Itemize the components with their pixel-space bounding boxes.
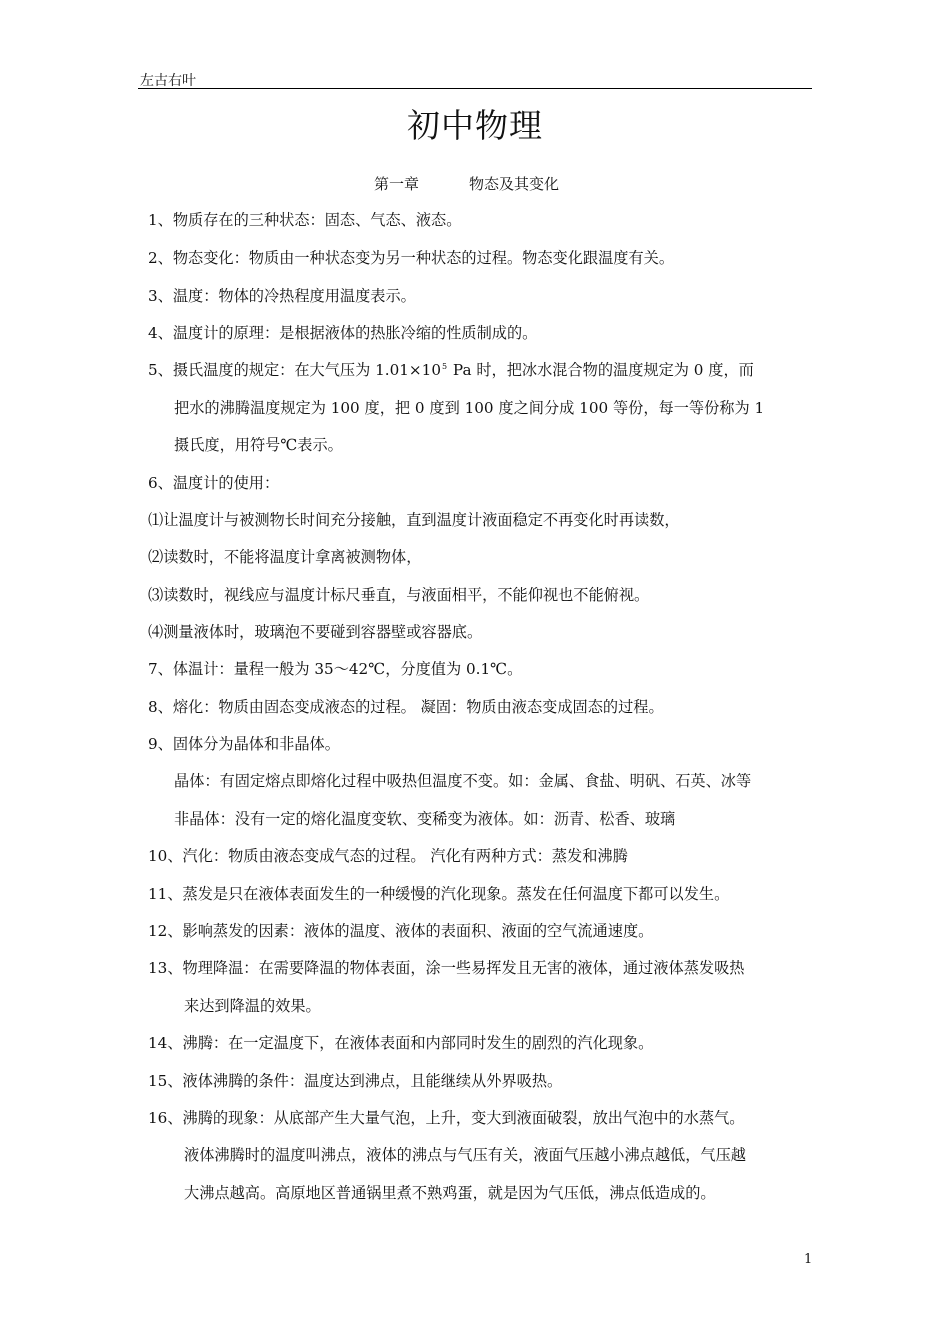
list-item-continuation: 来达到降温的效果。 <box>184 997 321 1015</box>
list-item: 4、温度计的原理：是根据液体的热胀冷缩的性质制成的。 <box>148 324 538 342</box>
chapter-name: 物态及其变化 <box>469 175 560 193</box>
list-item: 15、液体沸腾的条件：温度达到沸点，且能继续从外界吸热。 <box>148 1072 563 1090</box>
running-header: 左古右叶 <box>140 73 196 89</box>
list-item: 2、物态变化：物质由一种状态变为另一种状态的过程。物态变化跟温度有关。 <box>148 249 675 267</box>
page-number: 1 <box>804 1252 813 1267</box>
list-item-continuation: 摄氏度，用符号℃表示。 <box>174 436 343 454</box>
list-item: 10、汽化：物质由液态变成气态的过程。 汽化有两种方式：蒸发和沸腾 <box>148 847 628 865</box>
list-item: 1、物质存在的三种状态：固态、气态、液态。 <box>148 211 462 229</box>
list-item: 3、温度：物体的冷热程度用温度表示。 <box>148 287 416 305</box>
header-rule <box>138 88 812 89</box>
page-title: 初中物理 <box>407 106 543 145</box>
list-item: 7、体温计：量程一般为 35～42℃，分度值为 0.1℃。 <box>148 660 523 678</box>
list-item-text: 5、摄氏温度的规定：在大气压为 1.01×10 <box>148 361 441 379</box>
list-item: 11、蒸发是只在液体表面发生的一种缓慢的汽化现象。蒸发在任何温度下都可以发生。 <box>148 885 730 903</box>
list-item: 16、沸腾的现象：从底部产生大量气泡，上升，变大到液面破裂，放出气泡中的水蒸气。 <box>148 1109 745 1127</box>
list-item-continuation: 晶体：有固定熔点即熔化过程中吸热但温度不变。如：金属、食盐、明矾、石英、冰等 <box>174 772 752 790</box>
sub-list-item: ⑴让温度计与被测物长时间充分接触，直到温度计液面稳定不再变化时再读数， <box>148 511 680 529</box>
chapter-heading <box>374 174 559 194</box>
list-item: 9、固体分为晶体和非晶体。 <box>148 735 340 753</box>
list-item-continuation: 非晶体：没有一定的熔化温度变软、变稀变为液体。如：沥青、松香、玻璃 <box>174 810 676 828</box>
list-item-text: Pa 时，把冰水混合物的温度规定为 0 度，而 <box>448 361 754 379</box>
sub-list-item: ⑶读数时，视线应与温度计标尺垂直，与液面相平，不能仰视也不能俯视。 <box>148 586 650 604</box>
exponent: 5 <box>441 362 448 371</box>
list-item-continuation: 大沸点越高。高原地区普通锅里煮不熟鸡蛋，就是因为气压低，沸点低造成的。 <box>184 1184 716 1202</box>
list-item-continuation: 把水的沸腾温度规定为 100 度，把 0 度到 100 度之间分成 100 等份，每一等份称为 1 <box>174 399 765 417</box>
sub-list-item: ⑷测量液体时，玻璃泡不要碰到容器壁或容器底。 <box>148 623 483 641</box>
list-item: 6、温度计的使用： <box>148 474 280 492</box>
list-item-continuation: 液体沸腾时的温度叫沸点，液体的沸点与气压有关，液面气压越小沸点越低，气压越 <box>184 1146 746 1164</box>
list-item: 14、沸腾：在一定温度下，在液体表面和内部同时发生的剧烈的汽化现象。 <box>148 1034 654 1052</box>
sub-list-item: ⑵读数时，不能将温度计拿离被测物体， <box>148 548 422 566</box>
list-item: 12、影响蒸发的因素：液体的温度、液体的表面积、液面的空气流通速度。 <box>148 922 654 940</box>
list-item: 13、物理降温：在需要降温的物体表面，涂一些易挥发且无害的液体，通过液体蒸发吸热 <box>148 959 745 977</box>
list-item: 8、熔化：物质由固态变成液态的过程。 凝固：物质由液态变成固态的过程。 <box>148 698 664 716</box>
list-item <box>148 360 754 380</box>
chapter-number: 第一章 <box>374 175 420 193</box>
